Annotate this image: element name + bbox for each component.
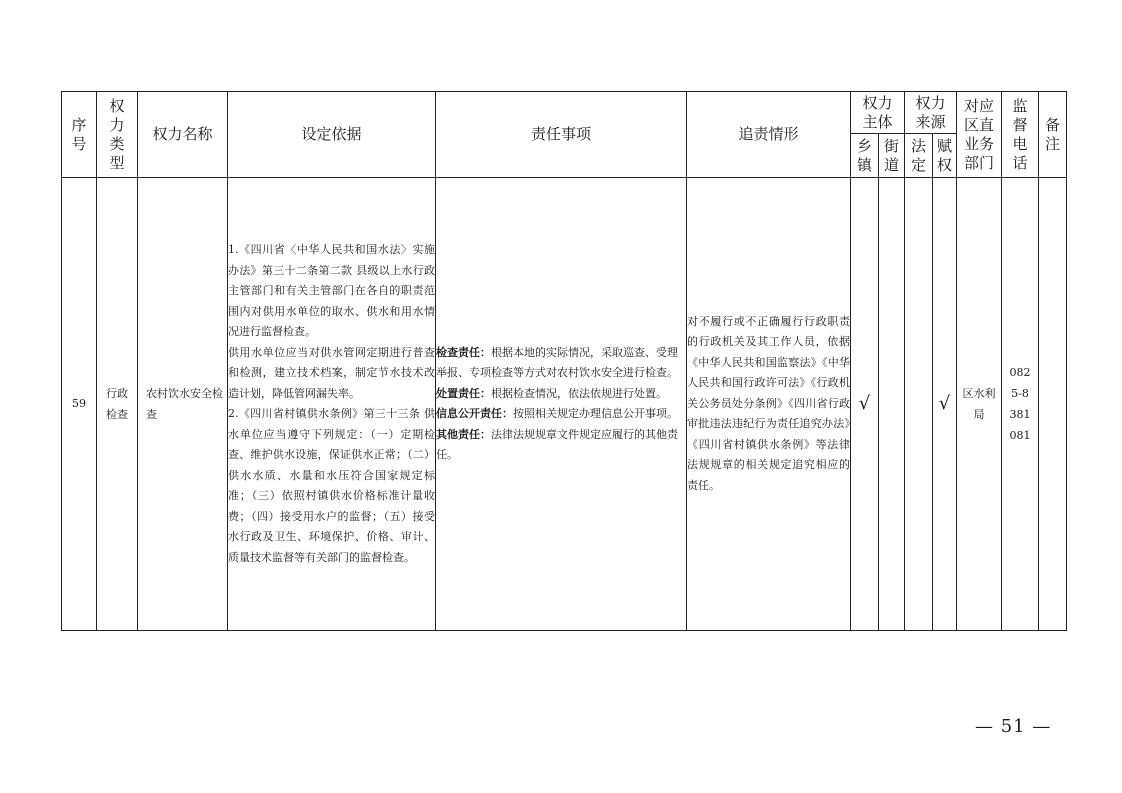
page-number: — 51 — [975, 716, 1052, 737]
basis-clause-1-cont: 供用水单位应当对供水管网定期进行普查和检测，建立技术档案，制定节水技术改造计划，降低管网漏失率。 [228, 345, 435, 400]
header-source-statutory: 法定 [905, 134, 933, 178]
town-check-mark: √ [851, 178, 879, 631]
row-accountability: 对不履行或不正确履行行政职责的行政机关及其工作人员，依据《中华人民共和国监察法》《中华人民共和国行政许可法》《行政机关公务员处分条例》《四川省行政审批违法违纪行为责任追究办法》《四川省村镇供水条例》等法律法规规章的相关规定追究相应的责任。 [687, 178, 851, 631]
row-dept: 区水利局 [957, 178, 1002, 631]
row-basis [228, 178, 436, 631]
header-seq: 序号 [62, 92, 97, 178]
row-responsibility [436, 178, 687, 631]
header-name: 权力名称 [138, 92, 228, 178]
resp-handling: 处置责任：根据检查情况，依法依规进行处置。 [436, 386, 667, 400]
table-row [62, 178, 1067, 631]
resp-inspection: 检查责任：根据本地的实际情况，采取巡查、受理举报、专项检查等方式对农村饮水安全进行检查。 [436, 345, 678, 379]
row-name: 农村饮水安全检查 [138, 178, 228, 631]
header-accountability: 追责情形 [687, 92, 851, 178]
statutory-check-mark [905, 178, 933, 631]
power-list-table [61, 91, 1067, 631]
resp-disclosure: 信息公开责任：按照相关规定办理信息公开事项。 [436, 407, 678, 420]
header-source: 权力来源 [905, 92, 957, 134]
header-subject: 权力主体 [851, 92, 905, 134]
row-type: 行政检查 [97, 178, 138, 631]
row-remarks [1039, 178, 1067, 631]
header-subject-street: 街道 [879, 134, 905, 178]
header-type: 权力类型 [97, 92, 138, 178]
header-phone: 监督电话 [1002, 92, 1039, 178]
resp-other: 其他责任：法律法规规章文件规定应履行的其他责任。 [436, 427, 678, 461]
basis-clause-1: 1.《四川省〈中华人民共和国水法〉实施办法》第三十二条第二款 县级以上水行政主管部门和有关主管部门在各自的职责范围内对供用水单位的取水、供水和用水情况进行监督检查。 [228, 243, 435, 338]
header-basis: 设定依据 [228, 92, 436, 178]
header-source-granted: 赋权 [933, 134, 957, 178]
header-subject-town: 乡镇 [851, 134, 879, 178]
granted-check-mark: √ [933, 178, 957, 631]
header-dept: 对应区直业务部门 [957, 92, 1002, 178]
street-check-mark [879, 178, 905, 631]
row-phone: 0825-8381081 [1002, 178, 1039, 631]
header-remarks: 备注 [1039, 92, 1067, 178]
header-responsibility: 责任事项 [436, 92, 687, 178]
basis-clause-2: 2.《四川省村镇供水条例》第三十三条 供水单位应当遵守下列规定：（一）定期检查、维护供水设施，保证供水正常；（二）供水水质、水量和水压符合国家规定标准；（三）依照村镇供水价格标准计量收费；（四）接受用水户的监督；（五）接受水行政及卫生、环境保护、价格、审计、质量技术监督等有关部门的监督检查。 [228, 407, 435, 564]
row-seq: 59 [62, 178, 97, 631]
